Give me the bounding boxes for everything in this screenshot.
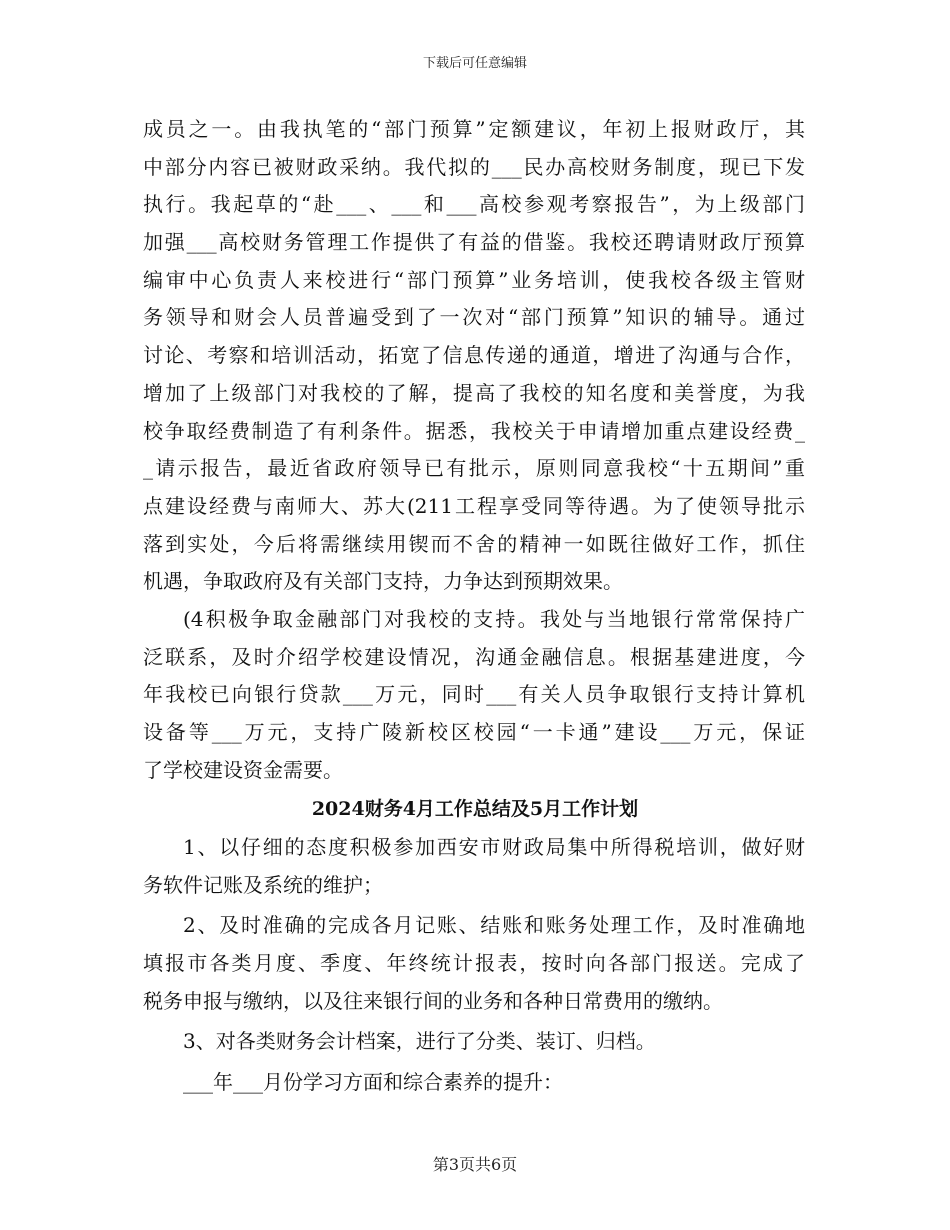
header-note: 下载后可任意编辑 xyxy=(422,56,527,71)
paragraph-line: 中部分内容已被财政采纳。我代拟的___民办高校财务制度，现已下发 xyxy=(143,154,805,179)
list-item-line: 3、对各类财务会计档案，进行了分类、装订、归档。 xyxy=(183,1029,656,1054)
list-item-line: ___年___月份学习方面和综合素养的提升： xyxy=(183,1070,563,1095)
paragraph-line: 设备等___万元，支持广陵新校区校园“一卡通”建设___万元，保证 xyxy=(143,720,805,744)
paragraph-line: 校争取经费制造了有利条件。据悉，我校关于申请增加重点建设经费_ xyxy=(143,418,805,443)
paragraph-line: 讨论、考察和培训活动，拓宽了信息传递的通道，增进了沟通与合作， xyxy=(143,343,805,368)
paragraph-line: 泛联系，及时介绍学校建设情况，沟通金融信息。根据基建进度，今 xyxy=(143,644,805,669)
paragraph-line: 点建设经费与南师大、苏大(211工程享受同等待遇。为了使领导批示 xyxy=(143,493,805,518)
page-number: 第3页共6页 xyxy=(432,1155,518,1174)
paragraph-line: 加强___高校财务管理工作提供了有益的借鉴。我校还聘请财政厅预算 xyxy=(143,230,805,255)
body-text-upper xyxy=(143,111,805,789)
list-item-line: 1、以仔细的态度积极参加西安市财政局集中所得税培训，做好财 xyxy=(183,835,805,859)
paragraph-line: 机遇，争取政府及有关部门支持，力争达到预期效果。 xyxy=(143,569,623,594)
paragraph-line: (4积极争取金融部门对我校的支持。我处与当地银行常常保持广 xyxy=(183,606,805,631)
list-item-line: 2、及时准确的完成各月记账、结账和账务处理工作，及时准确地 xyxy=(183,913,805,938)
paragraph-line: 落到实处，今后将需继续用锲而不舍的精神一如既往做好工作，抓住 xyxy=(143,531,805,556)
list-item-line: 填报市各类月度、季度、年终统计报表，按时向各部门报送。完成了 xyxy=(143,951,805,976)
body-text-lower xyxy=(143,829,805,1102)
paragraph-line: 了学校建设资金需要。 xyxy=(143,757,343,782)
paragraph-line: 务领导和财会人员普遍受到了一次对“部门预算”知识的辅导。通过 xyxy=(143,305,805,330)
paragraph-line: 执行。我起草的“赴___、___和___高校参观考察报告”，为上级部门 xyxy=(143,192,805,217)
paragraph-line: 成员之一。由我执笔的“部门预算”定额建议，年初上报财政厅，其 xyxy=(143,117,805,141)
paragraph-line: 增加了上级部门对我校的了解，提高了我校的知名度和美誉度，为我 xyxy=(143,380,805,405)
section-heading: 2024财务4月工作总结及5月工作计划 xyxy=(311,798,639,820)
paragraph-line: 年我校已向银行贷款___万元，同时___有关人员争取银行支持计算机 xyxy=(143,682,805,707)
list-item-line: 务软件记账及系统的维护； xyxy=(143,872,383,897)
list-item-line: 税务申报与缴纳，以及往来银行间的业务和各种日常费用的缴纳。 xyxy=(143,988,723,1013)
paragraph-line: _请示报告，最近省政府领导已有批示，原则同意我校“十五期间”重 xyxy=(143,456,805,481)
paragraph-line: 编审中心负责人来校进行“部门预算”业务培训，使我校各级主管财 xyxy=(143,267,805,292)
